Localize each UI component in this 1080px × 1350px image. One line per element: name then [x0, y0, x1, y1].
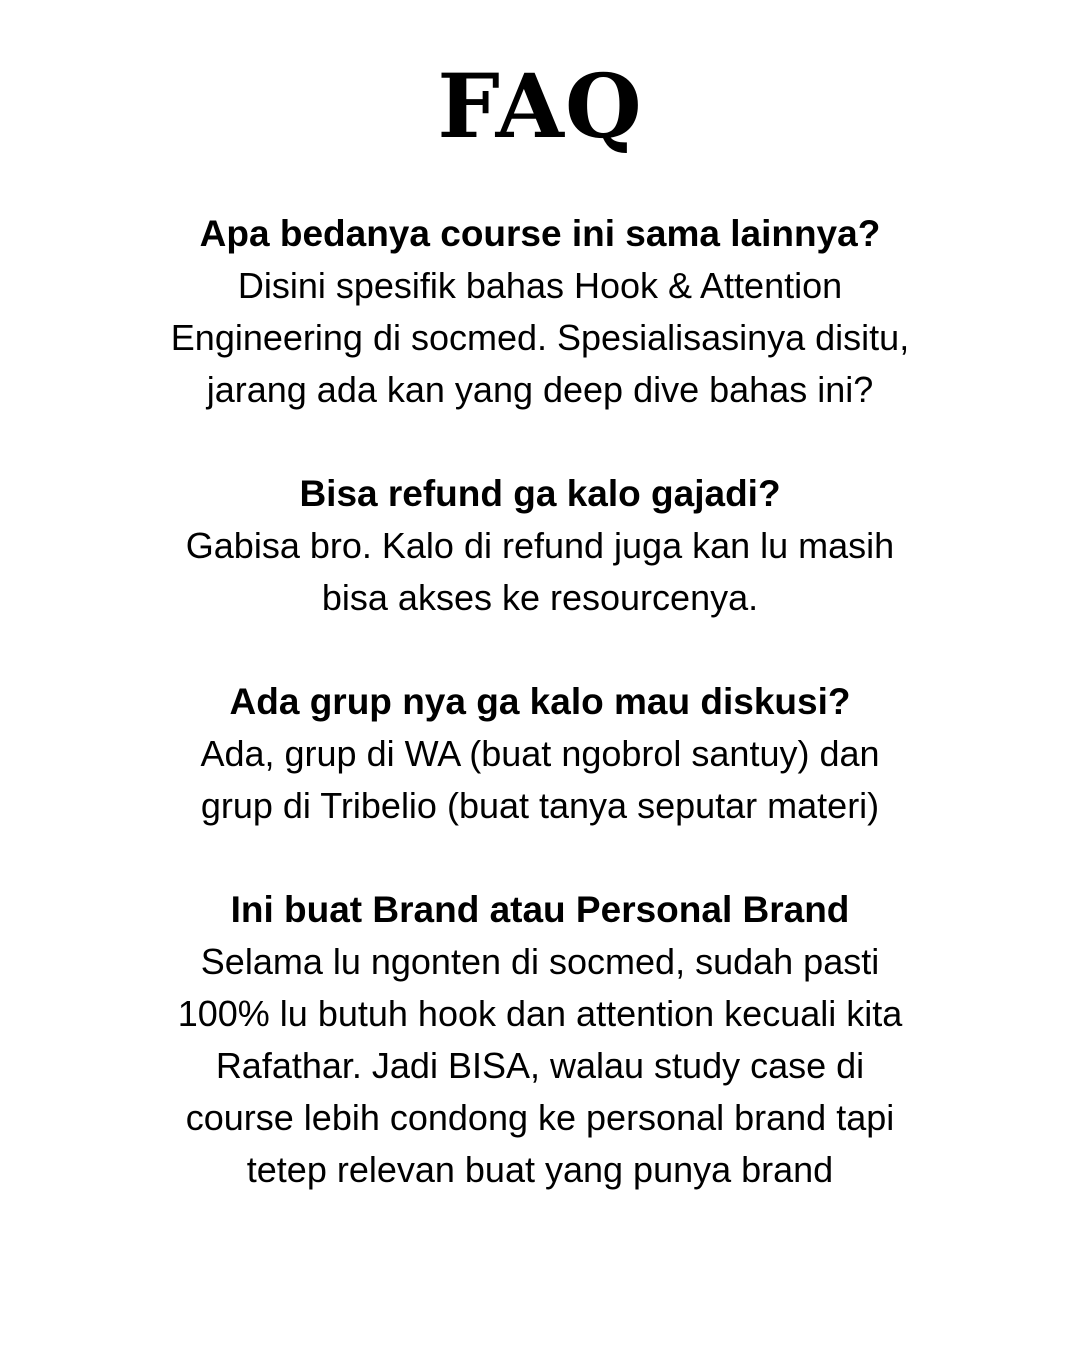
faq-answer-line: jarang ada kan yang deep dive bahas ini? — [206, 369, 874, 410]
faq-item-brand — [90, 884, 990, 1196]
faq-answer-line: course lebih condong ke personal brand tapi — [185, 1097, 895, 1138]
faq-answer — [90, 260, 990, 416]
faq-answer-line: Gabisa bro. Kalo di refund juga kan lu masih — [185, 525, 895, 566]
faq-answer-line: Rafathar. Jadi BISA, walau study case di — [215, 1045, 865, 1086]
faq-answer-line: grup di Tribelio (buat tanya seputar materi) — [200, 785, 880, 826]
faq-answer-line: Disini spesifik bahas Hook & Attention — [237, 265, 843, 306]
faq-answer-line: tetep relevan buat yang punya brand — [246, 1149, 834, 1190]
faq-answer-line: bisa akses ke resourcenya. — [321, 577, 759, 618]
faq-question: Bisa refund ga kalo gajadi? — [299, 473, 781, 514]
faq-answer — [90, 728, 990, 832]
faq-answer-line: Ada, grup di WA (buat ngobrol santuy) dan — [200, 733, 880, 774]
faq-question: Ini buat Brand atau Personal Brand — [230, 889, 850, 930]
faq-answer — [90, 520, 990, 624]
faq-answer — [90, 936, 990, 1196]
faq-question: Ada grup nya ga kalo mau diskusi? — [229, 681, 851, 722]
page-title: FAQ — [437, 54, 643, 158]
faq-answer-line: Engineering di socmed. Spesialisasinya disitu, — [170, 317, 910, 358]
faq-item-refund — [90, 468, 990, 624]
faq-item-discussion-group — [90, 676, 990, 832]
faq-answer-line: 100% lu butuh hook dan attention kecuali kita — [177, 993, 903, 1034]
faq-answer-line: Selama lu ngonten di socmed, sudah pasti — [200, 941, 880, 982]
faq-list — [90, 208, 990, 1248]
faq-item-course-difference — [90, 208, 990, 416]
faq-question: Apa bedanya course ini sama lainnya? — [199, 213, 881, 254]
